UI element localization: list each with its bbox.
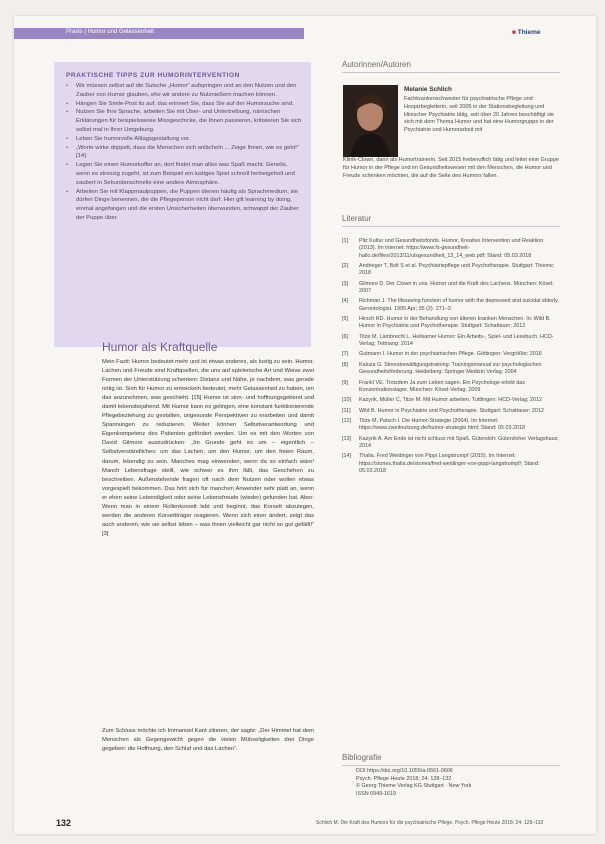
publisher-name: Thieme xyxy=(517,29,541,36)
article-paragraph-1: Mein Fazit: Humor bedeutet mehr und ist etwas anderes, als lustig zu sein. Humor, Lachen und Freude sind Kraftquellen, die uns auf spielerische Art und Weise zwei Formen der Unterstützung schenken: Distanz und Nähe, je nachdem, was gerade nötig ist. Sinn für Humor zu entwickeln bedeutet, mehr Gelassenheit zu haben, um das anzunehmen, was geschieht. [15] Humor ist sinn- und hoffnungsgebend und damit lebensbejahend. Mit Humor kann es gelingen, eine konstant funktionierende Pflegebeziehung zu gestalten, ungesunde Perspektiven zu erarbeiten und damit Spannungen zu reduzieren. Weiter können Selbstverantwortung und Eigenkompetenz des Patienten gefördert werden. Um es mit den Worten von David Gilmore auszudrücken: „Im Grunde geht es um – eigentlich – Selbstverständliches: um das Lachen, um den Humor, um den freien Raum, darum, lebendig zu sein. Manches mag einwenden, wenn da so einfach wäre! Manch Lebensfrage stellt, wie schwer es ihm fällt, das Geschehen zu beschreiben. Außenstehende fragen oft nach dem Nutzen oder wollen etwas vorgespielt bekommen. Das hört sich für manchen Anwender sehr platt an, wenn er ehen seine Lebendigkeit oder seine Lebensfreude (wieder) gefunden hat. Aber: Wenn man in einem Rollenkorsett lebt und beginnt, das Korsett abzulegen, werden die anderen Korsettträger reagieren. Wenn sich einer ändert, zeigt das auch anderen, wie sie selbst leben – was ihnen vielleicht gar nicht so gut gefällt!“ [3] xyxy=(102,359,315,537)
reference-number: [3] xyxy=(342,280,348,287)
article-heading: Humor als Kraftquelle xyxy=(102,340,218,354)
tips-title: PRAKTISCHE TIPPS ZUR HUMORINTERVENTION xyxy=(66,72,240,79)
reference-number: [7] xyxy=(342,351,348,358)
reference-item xyxy=(342,362,560,377)
reference-item xyxy=(342,436,560,451)
author-bio-continued: Klinik-Clown, dann als Humortrainerin. Seit 2015 freiberuflich tätig und leitet eine Gruppe für Humor in der Pflege und im Gesundheitswesen mit den Menschen, die Humor und Freude schenken möchten, die auf die Seite des Humors fallen. xyxy=(343,157,559,179)
reference-text: Thalia. Fred Weidinger von Pippi Langstrumpf (2015). Im Internet: https://stories.thalia.de/stories/fred-weidinger-von-pippi-langstrumpf/; Stand: 05.03.2018 xyxy=(359,453,540,474)
author-bio: Fachkrankenschwester für psychiatrische Pflege und Hospizbegleiterin, seit 2005 in der Stationsbegleitung und klinischer Psychiatrie tätig, seit über 20 Jahren beschäftigt sie sich mit dem Thema Humor und hat eine Humorgruppe in der Psychiatrie und Humorarbeit mit xyxy=(404,96,555,134)
tips-list-item: • Legen Sie einen Humorkoffer an, dort findet man alles was Spaß macht. Genelis, wenn es stressig zugeht, ist zum Beispiel ein lustiges Spiel schnell herbeigeholt und zaubert in Sekundenschnelle eine andere Atmosphäre. xyxy=(66,161,302,187)
tips-list-item: • „Worte wirke doppelt, dass die Menschen sich anlächeln ... Zeige Ihnen, wie es geht!“ [14] xyxy=(66,144,302,162)
reference-item xyxy=(342,397,560,404)
reference-item xyxy=(342,298,560,313)
reference-text: Titze M, Patsch I. Die Humor-Strategie (2004). Im Internet: https://www.zweitnutzung.de/humor-strategie.html; Stand: 05.03.2018 xyxy=(359,417,526,432)
tips-list xyxy=(66,82,302,223)
page-number: 132 xyxy=(56,818,72,828)
reference-text: Gilmore D. Der Clown in uns. Humor und die Kraft des Lachens. München: Kösel; 2007 xyxy=(359,280,554,295)
reference-item xyxy=(342,351,560,358)
logo-mark-icon: ■ xyxy=(512,29,518,36)
reference-number: [8] xyxy=(342,361,348,368)
reference-number: [11] xyxy=(342,407,351,414)
authors-divider xyxy=(342,72,560,73)
reference-item xyxy=(342,418,560,433)
bibliography-divider xyxy=(342,765,560,766)
tips-list-item: • Leben Sie humorvolle Alltagsgestaltung vor. xyxy=(66,135,302,144)
reference-number: [4] xyxy=(342,298,348,305)
literature-section-title: Literatur xyxy=(342,214,372,223)
reference-item xyxy=(342,453,560,475)
reference-item xyxy=(342,334,560,349)
reference-item xyxy=(342,281,560,296)
reference-item xyxy=(342,263,560,278)
reference-list xyxy=(342,238,560,478)
bibliography-section-title: Bibliografie xyxy=(342,753,382,762)
authors-section-title: Autorinnen/Autoren xyxy=(342,60,411,69)
author-name: Melanie Schlich xyxy=(404,86,452,93)
reference-number: [12] xyxy=(342,417,351,424)
reference-number: [1] xyxy=(342,238,348,244)
author-photo xyxy=(343,85,398,157)
literature-divider xyxy=(342,226,560,227)
reference-number: [2] xyxy=(342,263,348,270)
reference-text: Kazyrik, Müller C, Titze M. Mit Humor arbeiten. Tuttlingen: HCD-Verlag; 2012 xyxy=(359,397,543,404)
reference-text: Frankl VE. Trotzdem Ja zum Leben sagen. Ein Psychologe erlebt das Konzentrationslager. München: Kösel-Verlag; 2009 xyxy=(359,379,525,393)
tips-list-item: • Hängen Sie Smile-Post its auf, das erinnert Sie, dass Sie auf der Humorsuche sind. xyxy=(66,100,302,109)
reference-item xyxy=(342,238,560,260)
bibliography-text: DOI https://doi.org/10.1055/a-0561-0606 Psych. Pflege Heute 2018; 24: 128–132 © Georg Thieme Verlag KG Stuttgart · New York ISSN 0949-1619 xyxy=(356,768,472,797)
reference-text: Wild B. Humor in Psychiatrie und Psychotherapie. Stuttgart: Schattauer; 2012 xyxy=(359,407,544,414)
reference-text: Gutmann I. Humor in der psychiatrischen Pflege. Göttingen: Vergrößte; 2016 xyxy=(359,351,542,358)
reference-number: [6] xyxy=(342,333,348,340)
tips-list-item: • Wir müssen selbst auf die Sutsche „Humor“ aufspringen und an den Nutzen und den Zauber von Humor glauben, ehe wir andere zu Nutznießern machen können. xyxy=(66,82,302,100)
reference-number: [9] xyxy=(342,379,348,386)
reference-text: Kazyrik A. Am Ende ist nicht schluss mit Spaß. Gütersloh: Gütersloher Verlagshaus; 2014 xyxy=(359,435,559,449)
reference-text: Hirsch RD. Humor in der Behandlung von älteren kranken Menschen. In: Wild B. Humor in Psychiatrie und Psychotherapie. Stuttgart: Schattauer; 2012 xyxy=(359,316,551,330)
reference-text: Titze M, Lambrecht L. Heilsamer Humor: Ein Arbeits-, Spiel- und Lesebuch. HCD-Verlag; Tettnang: 2014 xyxy=(359,333,554,348)
reference-item xyxy=(342,408,560,415)
reference-number: [10] xyxy=(342,397,351,404)
footer-citation: Schlich M. Die Kraft des Humors für die psychiatrische Pflege. Psych. Pflege Heute 2018; 24: 128–132 xyxy=(316,820,544,826)
header-band xyxy=(14,28,304,39)
publisher-logo xyxy=(512,29,541,36)
reference-item xyxy=(342,380,560,395)
reference-text: Pilz Kultur und Gesundheitsfonds. Humor, Kreative Intervention und Reaktion (2013). Im Internet: https://www.fs-gesundheit-hallo.de/files/2013/11/ulsgesundheit_13_14_web.pdf; Stand: 05.03.2018 xyxy=(359,238,544,259)
reference-text: Richman J. The lifesaving function of humor with the depressed and suicidal elderly. Gerontologist. 1995 Apr; 35 (2): 271–3 xyxy=(359,298,559,312)
reference-number: [13] xyxy=(342,435,351,442)
reference-number: [14] xyxy=(342,453,351,460)
reference-text: Kaluza G. Stressbewältigungstraining: Trainingsmanual zur psychologischen Gesundheitsförderung. Heidelberg: Springer Medizin Verlag; 2004 xyxy=(359,361,542,376)
reference-item xyxy=(342,316,560,331)
reference-number: [5] xyxy=(342,316,348,323)
tips-list-item: • Arbeiten Sie mit Klappmaulpuppen, die Puppen dienen häufig als Sprachmedium, sie dürfen Dinge benennen, die die Pflegeperson nicht darf. Hier gilt learning by doing, einmal angefangen und die ersten Unsicherheiten überwunden, schwappt der Zauber der Puppe über. xyxy=(66,188,302,223)
section-header: Praxis | Humor und Gelassenheit xyxy=(66,29,154,35)
reference-text: Andrieger T, Bolt S et al. Psychiatriepflege und Psychotherapie. Stuttgart: Thieme; 2018 xyxy=(359,263,555,277)
tips-list-item: • Nutzen Sie Ihre Sprache, arbeiten Sie mit Über- und Untertreibung, närrischen Erklärungen für beispielsweise Missgeschicke, die Ihnen passieren, kritisieren Sie sich selbst mal in Ihrer Umgebung. xyxy=(66,108,302,134)
article-paragraph-2: Zum Schluss möchte ich Immanuel Kant zitieren, der sagte: „Der Himmel hat dem Menschen als Gegengewicht gegen die vielen Mühseligkeiten drei Dinge gegeben: die Hoffnung, den Schlaf und das Lachen“. xyxy=(102,728,314,753)
